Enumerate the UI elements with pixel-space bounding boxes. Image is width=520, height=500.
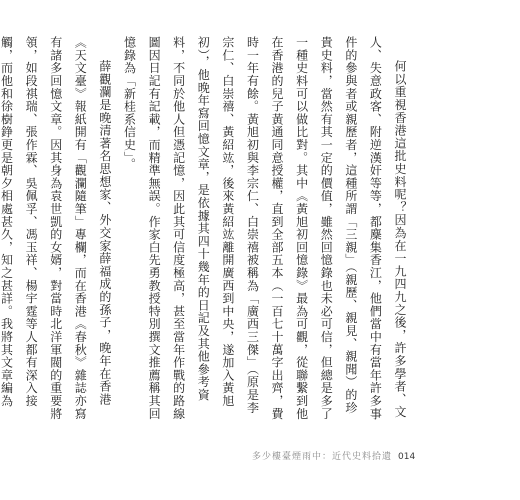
page-footer xyxy=(0,450,520,464)
body-text xyxy=(0,36,412,420)
paragraph: 何以重視香港這批史料呢？因為在一九四九之後，許多學者、文人、失意政客、附逆漢奸等等，都麇集香江，他們當中有當年許多事件的參與者或親歷者，這種所謂「三親」（親歷、親見、親聞）的珍貴史料，當然有其一定的價值，雖然回憶錄也未必可信，但總是多了一種史料可以做比對。其中《黃旭初回憶錄》最為可觀，從聯繫到他在香港的兒子黃通同意授權，直到全部五本（一百七十萬字出齊，費時一年有餘。黃旭初與李宗仁、白崇禧被稱為「廣西三傑」（原是李宗仁、白崇禧、黃紹竑，後來黃紹竑離開廣西到中央，遂加入黃旭初），他晚年寫回憶文章，是依據其四十幾年的日記及其他參考資料，不同於他人但憑記憶，因此其可信度極高，甚至當年作戰的路線圖因日記有記載，而精準無誤。作家白先勇教授特別撰文推薦稱其回憶錄為「新桂系信史」。 xyxy=(122,36,407,420)
paragraph: 薛觀瀾是晚清著名思想家、外交家薛福成的孫子，晚年在香港《天文臺》報紙開有「觀瀾隨筆」專欄，而在香港《春秋》雜誌亦寫有諸多回憶文章。因其身為袁世凱的女婿，對當時北洋軍閥的重要將領，如段祺瑞、張作霖、吳佩孚、馮玉祥、楊宇霆等人都有深入接觸，而他和徐樹錚更是朝夕相處甚久，知之甚詳。我將其文章編為 xyxy=(0,36,112,420)
running-title: 多少樓臺煙雨中：近代史料拾遺 xyxy=(252,452,393,462)
page-number: 014 xyxy=(398,452,416,462)
